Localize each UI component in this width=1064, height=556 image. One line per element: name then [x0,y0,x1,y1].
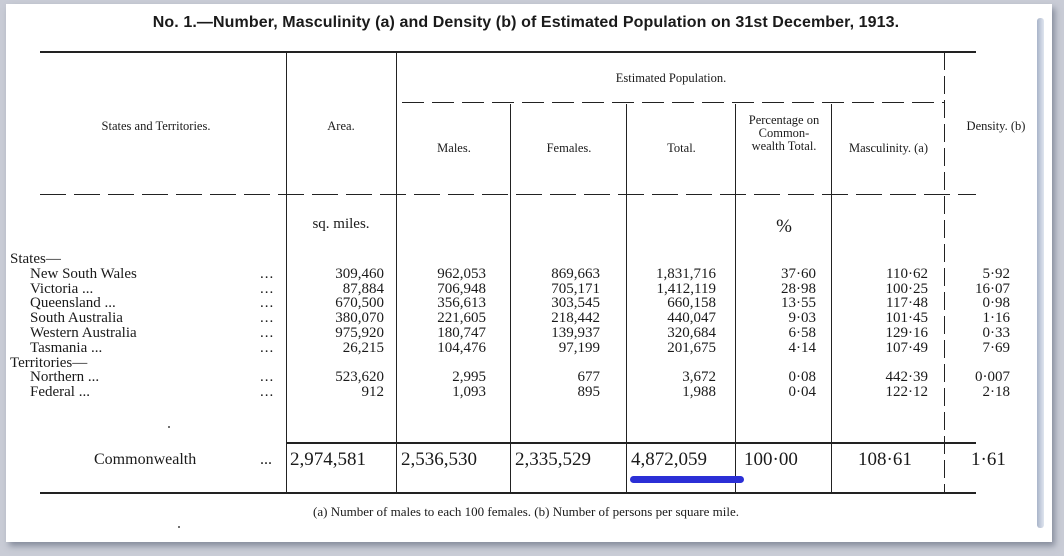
table-row: Tasmania ... ... 26,215 104,476 97,199 201,675 4·14 107·49 7·69 [30,339,1010,356]
highlight-mark [630,476,744,483]
header-females: Females. [546,141,592,155]
print-speck [168,426,170,428]
header-masculinity: Masculinity. (a) [848,141,929,155]
commonwealth-dots: ... [260,451,272,468]
header-states: States and Territories. [101,119,211,133]
top-rule [40,51,976,53]
table-row: New South Wales ... 309,460 962,053 869,663 1,831,716 37·60 110·62 5·92 [30,265,1010,282]
commonwealth-percentage: 100·00 [744,449,798,470]
group-label-states: States— [10,251,61,267]
table-body [6,252,1046,400]
unit-percentage: % [776,216,792,237]
footnote: (a) Number of males to each 100 females. (b) Number of persons per square mile. [313,504,739,519]
header-rule [40,194,976,195]
group-label-territories: Territories— [10,354,88,371]
table-row: Victoria ... ... 87,884 706,948 705,171 1,412,119 28·98 100·25 16·07 [30,280,1010,297]
commonwealth-females: 2,335,529 [515,449,591,470]
commonwealth-density: 1·61 [971,449,1006,470]
table-row: Queensland ... ... 670,500 356,613 303,545 660,158 13·55 117·48 0·98 [30,295,1010,312]
header-total: Total. [667,141,696,155]
commonwealth-label: Commonwealth [94,451,197,468]
header-males: Males. [437,141,471,155]
commonwealth-males: 2,536,530 [401,449,477,470]
header-estimated-population: Estimated Population. [615,71,727,85]
total-rule-top [286,442,976,444]
table-row: Western Australia ... 975,920 180,747 139,937 320,684 6·58 129·16 0·33 [30,324,1010,341]
table-row: Northern ... ... 523,620 2,995 677 3,672 0·08 442·39 0·007 [30,369,1010,386]
commonwealth-area: 2,974,581 [290,449,366,470]
table-row: Federal ... ... 912 1,093 895 1,988 0·04 122·12 2·18 [30,384,1010,401]
header-area: Area. [327,119,355,133]
bottom-rule [40,492,976,494]
unit-area: sq. miles. [312,216,370,232]
header-density: Density. (b) [966,119,1026,133]
population-subrule [402,102,944,103]
print-speck [178,526,180,528]
document-page [6,4,1052,542]
table-title: No. 1.—Number, Masculinity (a) and Density (b) of Estimated Population on 31st December, 1913. [152,14,900,31]
header-percentage: Percentage on Common- wealth Total. [748,113,820,153]
commonwealth-masculinity: 108·61 [858,449,912,470]
table-row: South Australia ... 380,070 221,605 218,442 440,047 9·03 101·45 1·16 [30,310,1010,327]
commonwealth-total: 4,872,059 [631,449,707,470]
